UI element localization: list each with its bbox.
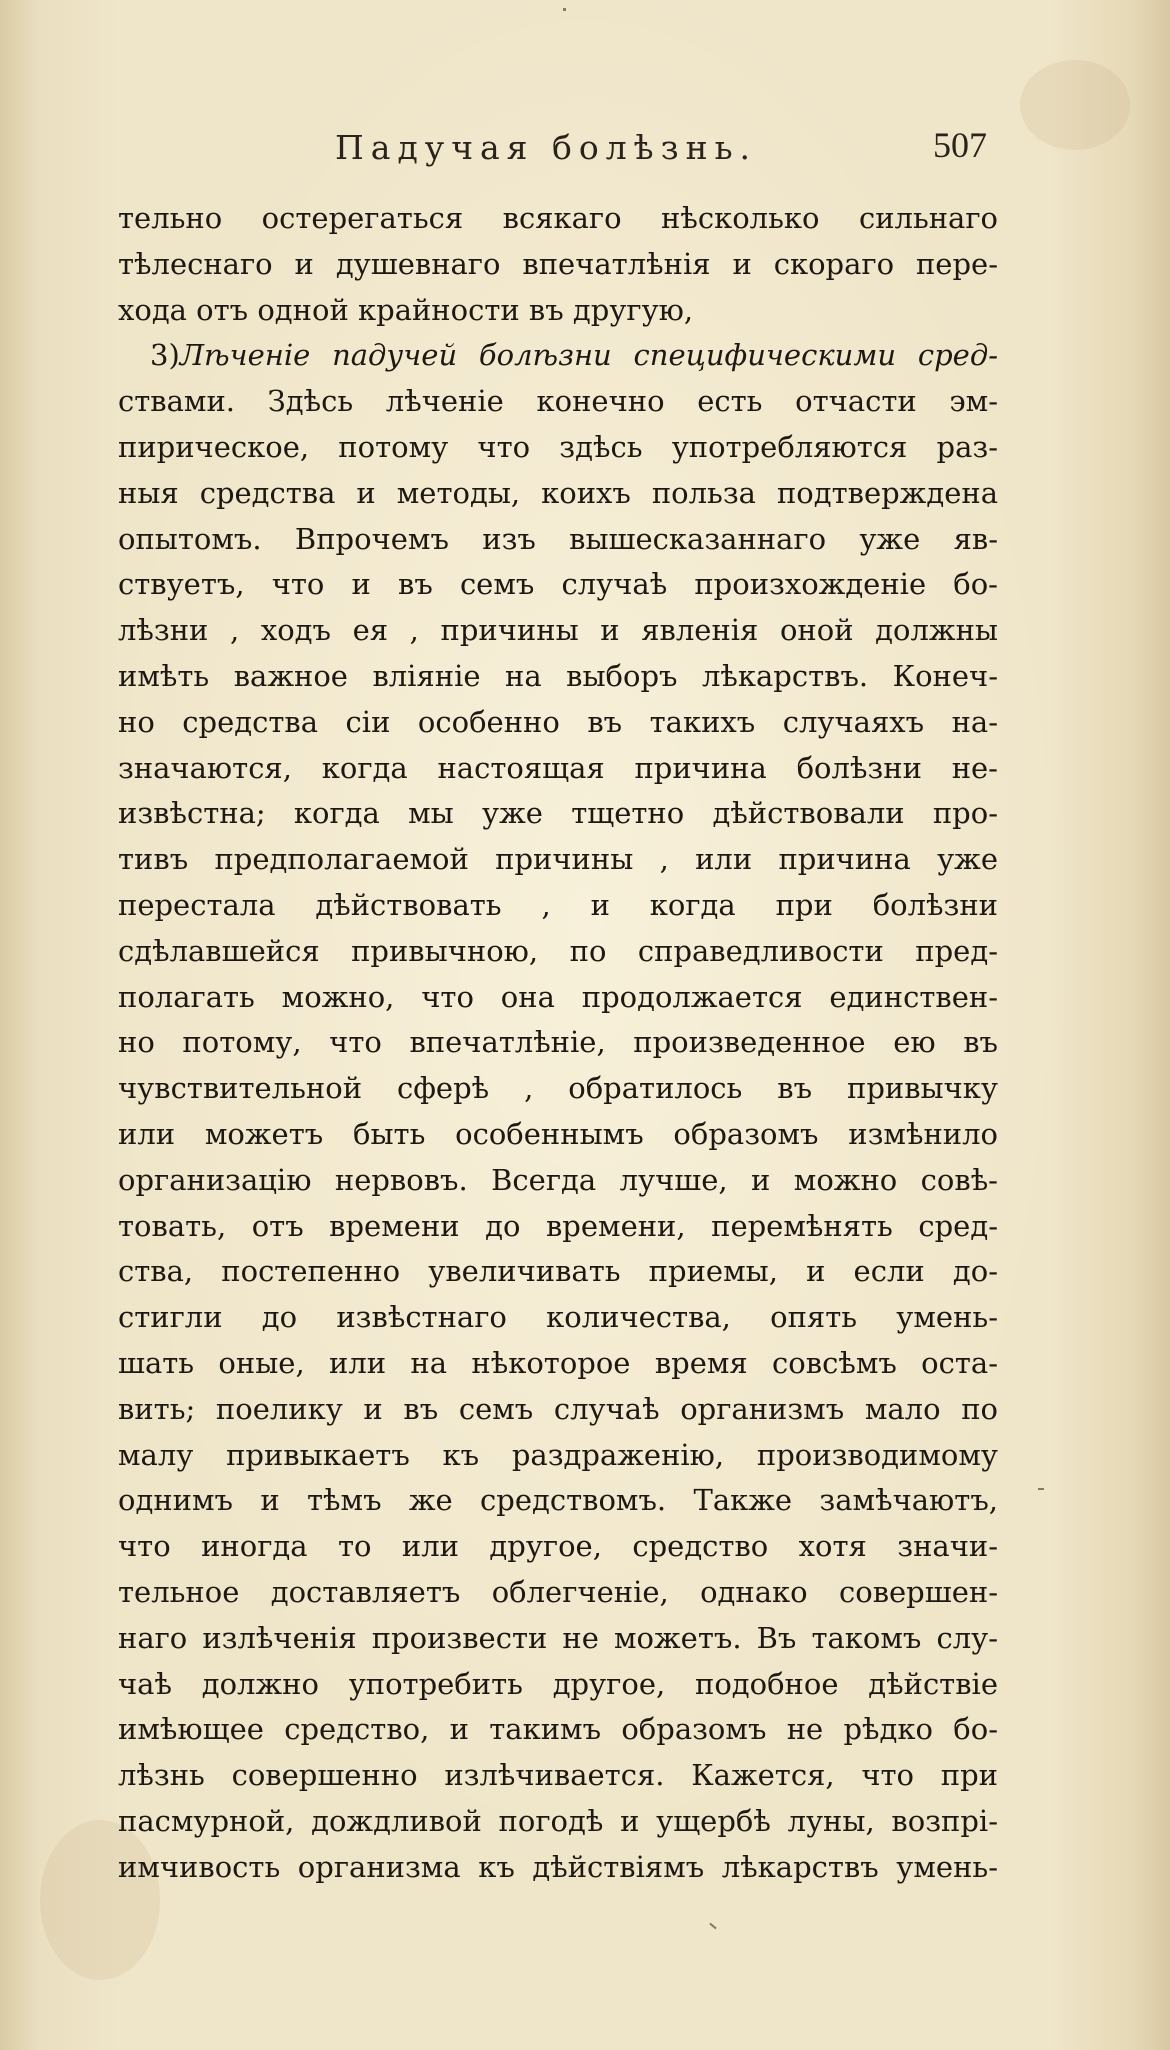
text-line: имѣть важное вліяніе на выборъ лѣкарствъ. Конеч-: [118, 658, 998, 693]
text-line: ства, постепенно увеличивать приемы, и если до-: [118, 1254, 998, 1289]
text-line: извѣстна; когда мы уже тщетно дѣйствовали про-: [118, 796, 998, 831]
section-heading-line: [118, 333, 998, 379]
ink-speck: [709, 1923, 716, 1930]
text-line: шать оные, или на нѣкоторое время совсѣмъ оста-: [118, 1345, 998, 1380]
text-line: полагать можно, что она продолжается единствен-: [118, 979, 998, 1014]
running-head: Падучая болѣзнь.: [335, 128, 758, 167]
text-line: тѣлеснаго и душевнаго впечатлѣнія и скораго пере-: [118, 246, 998, 281]
text-line: вить; поелику и въ семъ случаѣ организмъ мало по: [118, 1391, 998, 1426]
text-line: однимъ и тѣмъ же средствомъ. Также замѣчаютъ,: [118, 1483, 998, 1518]
ink-speck: [1038, 1488, 1044, 1490]
text-line: организацію нервовъ. Всегда лучше, и можно совѣ-: [118, 1162, 998, 1197]
text-line: чаѣ должно употребить другое, подобное дѣйствіе: [118, 1666, 998, 1701]
text-line: лѣзни , ходъ ея , причины и явленія оной должны: [118, 613, 998, 648]
section-number: 3): [150, 338, 180, 373]
text-line: перестала дѣйствовать , и когда при болѣзни: [118, 887, 998, 922]
text-line: тельное доставляетъ облегченіе, однако совершен-: [118, 1574, 998, 1609]
text-line: имѣющее средство, и такимъ образомъ не рѣдко бо-: [118, 1712, 998, 1747]
body-text: [118, 196, 998, 1890]
text-line: но средства сіи особенно въ такихъ случаяхъ на-: [118, 704, 998, 739]
text-line: ствуетъ, что и въ семъ случаѣ произхожденіе бо-: [118, 567, 998, 602]
text-line: ныя средства и методы, коихъ польза подтверждена: [118, 475, 998, 510]
text-line: или можетъ быть особеннымъ образомъ измѣнило: [118, 1116, 998, 1151]
text-line: сдѣлавшейся привычною, по справедливости пред-: [118, 933, 998, 968]
section-heading: Лѣченіе падучей болѣзни специфическими сред-: [179, 338, 998, 373]
text-line: что иногда то или другое, средство хотя значи-: [118, 1529, 998, 1564]
text-line: тивъ предполагаемой причины , или причина уже: [118, 842, 998, 877]
text-line: чувствительной сферѣ , обратилось въ привычку: [118, 1071, 998, 1106]
page-number: 507: [933, 125, 987, 165]
text-line: малу привыкаетъ къ раздраженію, производимому: [118, 1437, 998, 1472]
ink-speck: [563, 8, 566, 11]
text-line: ствами. Здѣсь лѣченіе конечно есть отчасти эм-: [118, 384, 998, 419]
text-line: пирическое, потому что здѣсь употребляются раз-: [118, 429, 998, 464]
text-line: имчивость организма къ дѣйствіямъ лѣкарствъ умень-: [118, 1849, 998, 1884]
text-line: тельно остерегаться всякаго нѣсколько сильнаго: [118, 201, 998, 235]
text-line: наго излѣченія произвести не можетъ. Въ такомъ слу-: [118, 1620, 998, 1655]
text-line: товать, отъ времени до времени, перемѣнять сред-: [118, 1208, 998, 1243]
text-line: значаются, когда настоящая причина болѣзни не-: [118, 750, 998, 785]
text-line: опытомъ. Впрочемъ изъ вышесказаннаго уже яв-: [118, 521, 998, 556]
text-line: стигли до извѣстнаго количества, опять умень-: [118, 1300, 998, 1335]
text-line: хода отъ одной крайности въ другую,: [118, 292, 694, 327]
text-line: пасмурной, дождливой погодѣ и ущербѣ луны, возпрі-: [118, 1803, 998, 1838]
paper-stain: [1020, 60, 1130, 150]
text-line: лѣзнь совершенно излѣчивается. Кажется, что при: [118, 1758, 998, 1793]
text-line: но потому, что впечатлѣніе, произведенное ею въ: [118, 1025, 998, 1060]
